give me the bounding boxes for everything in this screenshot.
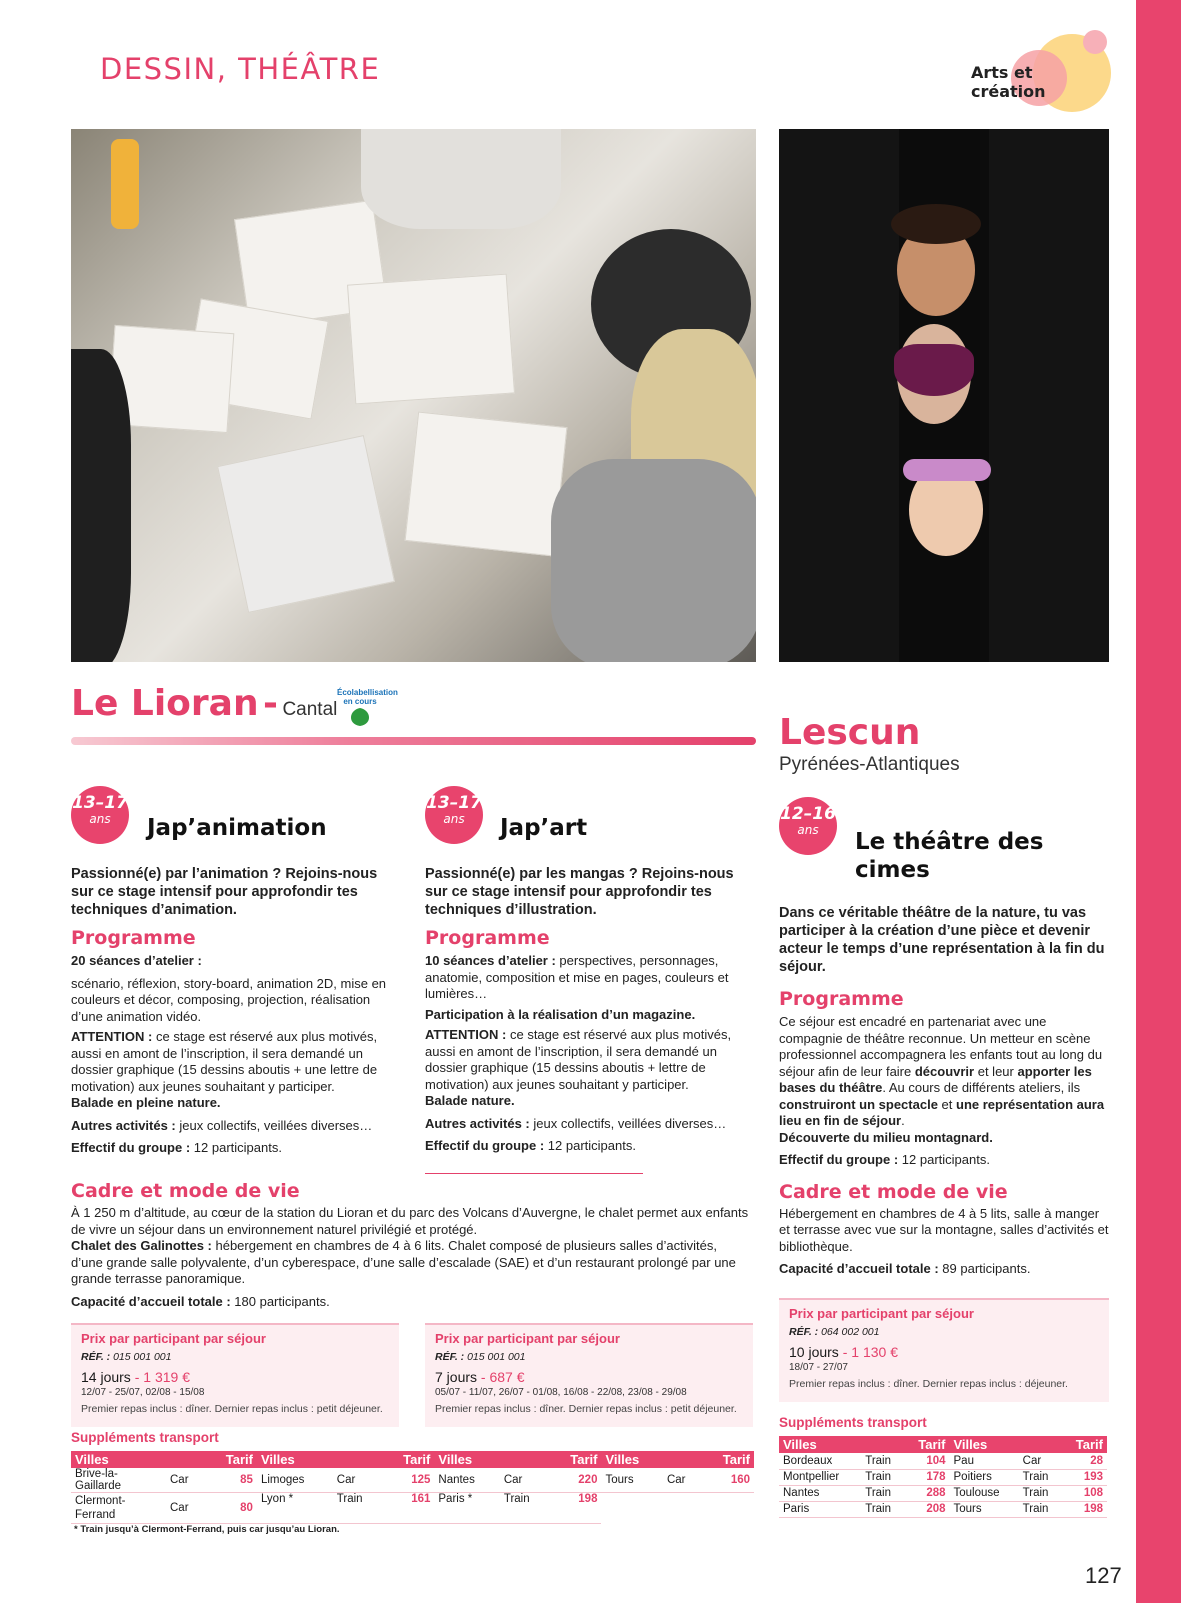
place-heading [71, 683, 337, 724]
col-villes: Villes [779, 1436, 861, 1453]
attention-text: ce stage est réservé aux plus motivés, aussi en amont de l’inscription, il sera demandé un dossier graphique (15 dessins aboutis + une lettre de motivation) aux jeunes souhaitant y participer. [71, 1029, 378, 1094]
sessions-label: 20 séances d’atelier : [71, 953, 202, 968]
programme-heading: Programme [779, 988, 904, 1010]
other-label: Autres activités : [71, 1117, 176, 1133]
sessions-detail: scénario, réflexion, story-board, animation 2D, mise en couleurs et décor, composing, projection, réalisation d’une animation vidéo. [71, 975, 387, 1024]
dates: 12/07 - 25/07, 02/08 - 15/08 [81, 1387, 205, 1398]
age-range: 12–16 [780, 804, 836, 824]
col-tarif: Tarif [904, 1436, 949, 1453]
table-row [71, 1468, 754, 1493]
group-label: Effectif du groupe : [71, 1140, 191, 1155]
city: Nantes [434, 1468, 499, 1493]
theatre-children-photo [779, 129, 1109, 662]
age-unit: ans [443, 812, 465, 826]
stage-intro: Passionné(e) par les mangas ? Rejoins-nous sur ce stage intensif pour approfondir tes techniques d’illustration. [425, 866, 734, 918]
duration: 14 jours [81, 1369, 131, 1385]
price-amount: 1 319 € [143, 1369, 190, 1385]
duration: 10 jours [789, 1344, 839, 1360]
city: Lyon * [257, 1493, 333, 1524]
transport-heading: Suppléments transport [779, 1415, 927, 1430]
tarif: 160 [702, 1468, 754, 1493]
stage-details [779, 904, 1109, 1278]
city: Tours [601, 1468, 662, 1493]
mode: Train [1019, 1485, 1062, 1501]
group-label: Effectif du groupe : [425, 1138, 545, 1153]
table-row [779, 1469, 1107, 1485]
extra-activity: Balade nature. [425, 1093, 515, 1108]
tarif: 161 [383, 1493, 435, 1524]
other-label: Autres activités : [425, 1115, 530, 1131]
mode: Train [1019, 1501, 1062, 1517]
ref-value: 064 002 001 [818, 1326, 880, 1338]
capacity-text: 180 participants. [230, 1293, 330, 1309]
programme-heading: Programme [71, 927, 196, 949]
col-tarif: Tarif [702, 1451, 754, 1468]
attention-label: ATTENTION : [71, 1029, 153, 1044]
stage-title: Jap’animation [147, 815, 327, 841]
age-badge [779, 797, 837, 855]
city: Pau [950, 1453, 1019, 1469]
age-unit: ans [89, 812, 111, 826]
divider [425, 1173, 643, 1174]
region-name: Cantal [282, 699, 338, 720]
chalet-label: Chalet des Galinottes : [71, 1238, 212, 1253]
ref-label: RÉF. : [81, 1351, 111, 1363]
programme-text: . [901, 1113, 905, 1128]
tarif: 104 [904, 1453, 949, 1469]
programme-text: . Au cours de différents ateliers, ils [882, 1080, 1081, 1095]
city: Paris * [434, 1493, 499, 1524]
programme-bold: construiront un spectacle [779, 1096, 938, 1112]
other-text: jeux collectifs, veillées diverses… [175, 1117, 373, 1133]
tarif: 193 [1062, 1469, 1107, 1485]
city: Poitiers [950, 1469, 1019, 1485]
group-text: 12 participants. [544, 1138, 636, 1153]
transport-heading: Suppléments transport [71, 1430, 219, 1445]
city: Montpellier [779, 1469, 861, 1485]
tarif: 28 [1062, 1453, 1107, 1469]
tarif: 108 [1062, 1485, 1107, 1501]
dates: 18/07 - 27/07 [789, 1362, 848, 1373]
stage-title-line1: Le théâtre des [855, 829, 1044, 855]
age-range: 13–17 [426, 793, 482, 813]
programme-text: et [937, 1096, 956, 1112]
group-label: Effectif du groupe : [779, 1152, 899, 1167]
mode: Train [1019, 1469, 1062, 1485]
section-title: DESSIN, THÉÂTRE [100, 52, 381, 86]
meals: Premier repas inclus : dîner. Dernier repas inclus : déjeuner. [789, 1378, 1068, 1390]
table-row [779, 1453, 1107, 1469]
city: Toulouse [950, 1485, 1019, 1501]
price-box [425, 1323, 753, 1427]
duration: 7 jours [435, 1369, 478, 1385]
price-dash: - [477, 1369, 490, 1385]
mode: Car [500, 1468, 550, 1493]
city: Bordeaux [779, 1453, 861, 1469]
dates: 05/07 - 11/07, 26/07 - 01/08, 16/08 - 22/08, 23/08 - 29/08 [435, 1387, 687, 1398]
ecolabel-line2: en cours [343, 697, 377, 706]
programme-heading: Programme [425, 927, 550, 949]
tarif: 178 [904, 1469, 949, 1485]
price-title: Prix par participant par séjour [435, 1331, 620, 1346]
city: Limoges [257, 1468, 333, 1493]
cadre-heading: Cadre et mode de vie [779, 1180, 1008, 1203]
ref-label: RÉF. : [789, 1326, 819, 1338]
city: Clermont-Ferrand [71, 1493, 166, 1524]
price-amount: 1 130 € [851, 1344, 898, 1360]
capacity-label: Capacité d’accueil totale : [71, 1293, 231, 1309]
meals: Premier repas inclus : dîner. Dernier repas inclus : petit déjeuner. [435, 1403, 737, 1415]
magazine-note: Participation à la réalisation d’un magazine. [425, 1006, 696, 1022]
price-box [779, 1298, 1109, 1402]
mode: Train [861, 1453, 904, 1469]
price-dash: - [838, 1344, 852, 1360]
place-separator: - [263, 683, 278, 724]
col-villes: Villes [71, 1451, 166, 1468]
tarif: 198 [550, 1493, 602, 1524]
city: Brive-la-Gaillarde [71, 1468, 166, 1493]
price-amount: 687 € [489, 1369, 525, 1385]
attention-label: ATTENTION : [425, 1027, 507, 1042]
living-conditions [71, 1180, 751, 1310]
mode: Train [500, 1493, 550, 1524]
meals: Premier repas inclus : dîner. Dernier repas inclus : petit déjeuner. [81, 1403, 383, 1415]
tarif: 80 [205, 1493, 257, 1524]
cadre-heading: Cadre et mode de vie [71, 1180, 300, 1202]
right-edge-band [1136, 0, 1181, 1603]
tarif: 288 [904, 1485, 949, 1501]
programme-text: et leur [974, 1063, 1018, 1079]
mode: Train [333, 1493, 383, 1524]
drawing-workshop-photo [71, 129, 756, 662]
mode: Car [663, 1468, 702, 1493]
col-tarif: Tarif [205, 1451, 257, 1468]
transport-table-right [779, 1436, 1107, 1518]
city: Paris [779, 1501, 861, 1517]
place-name: Lescun [779, 712, 921, 753]
col-tarif: Tarif [1062, 1436, 1107, 1453]
mode: Car [333, 1468, 383, 1493]
col-villes: Villes [257, 1451, 333, 1468]
chalet-text: hébergement en chambres de 4 à 6 lits. Chalet composé de plusieurs salles d’activités, d’une grande salle polyvalente, d’un cyberespace, d’une salle d’escalade (SAE) et d’un restaurant prolongé par une grande terrasse panoramique. [71, 1238, 736, 1286]
price-box [71, 1323, 399, 1427]
attention-text: ce stage est réservé aux plus motivés, aussi en amont de l’inscription, il sera demandé un dossier graphique (15 dessins aboutis + lettre de motivation) aux jeunes souhaitant y participer. [425, 1027, 732, 1092]
title-underline [71, 737, 756, 745]
table-row [779, 1485, 1107, 1501]
city: Tours [950, 1501, 1019, 1517]
sessions-label: 10 séances d’atelier : [425, 953, 556, 968]
ref-value: 015 001 001 [464, 1351, 526, 1363]
price-dash: - [130, 1369, 144, 1385]
group-text: 12 participants. [190, 1140, 282, 1155]
age-range: 13–17 [72, 793, 128, 813]
col-tarif: Tarif [383, 1451, 435, 1468]
transport-table-left [71, 1451, 754, 1524]
ref-label: RÉF. : [435, 1351, 465, 1363]
other-text: jeux collectifs, veillées diverses… [529, 1115, 727, 1131]
tarif: 208 [904, 1501, 949, 1517]
page-number: 127 [1085, 1563, 1122, 1588]
age-badge [425, 786, 483, 844]
programme-bold: une représentation aura lieu en fin de séjour [779, 1096, 1105, 1128]
stage-title [855, 828, 1043, 884]
mode: Car [1019, 1453, 1062, 1469]
group-text: 12 participants. [898, 1152, 990, 1167]
stage-intro: Passionné(e) par l’animation ? Rejoins-nous sur ce stage intensif pour approfondir tes techniques d’animation. [71, 866, 378, 918]
mode: Car [166, 1493, 205, 1524]
cadre-text: À 1 250 m d’altitude, au cœur de la station du Lioran et du parc des Volcans d’Auvergne, le chalet permet aux enfants de vivre un séjour dans un environnement naturel privilégié et protégé. [71, 1205, 749, 1237]
tarif: 85 [205, 1468, 257, 1493]
col-tarif: Tarif [550, 1451, 602, 1468]
category-badge [971, 30, 1111, 110]
extra-activity: Balade en pleine nature. [71, 1095, 221, 1110]
leaf-icon [337, 706, 383, 728]
stage-details [71, 865, 401, 1157]
mode: Train [861, 1501, 904, 1517]
discover-note: Découverte du milieu montagnard. [779, 1129, 993, 1145]
region-name: Pyrénées-Atlantiques [779, 754, 960, 775]
col-villes: Villes [434, 1451, 499, 1468]
cadre-text: Hébergement en chambres de 4 à 5 lits, salle à manger et terrasse avec vue sur la montagne, salles d’activités et bibliothèque. [779, 1205, 1109, 1254]
category-label: Arts et création [971, 63, 1046, 101]
programme-text: Ce séjour est encadré en partenariat avec une compagnie de théâtre reconnue. Un metteur en scène professionnel accompagnera les enfants tout au long du séjour afin de leur faire [779, 1014, 1103, 1079]
programme-bold: apporter les bases du théâtre [779, 1063, 1092, 1095]
age-unit: ans [797, 823, 819, 837]
col-villes: Villes [950, 1436, 1019, 1453]
stage-intro: Dans ce véritable théâtre de la nature, tu vas participer à la création d’une pièce et devenir acteur le temps d’une représentation à la fin du séjour. [779, 905, 1105, 975]
sessions-detail: perspectives, personnages, anatomie, composition et mise en pages, couleurs et lumières… [425, 953, 729, 1001]
tarif: 125 [383, 1468, 435, 1493]
mode: Train [861, 1469, 904, 1485]
stage-title-line2: cimes [855, 857, 930, 883]
price-title: Prix par participant par séjour [789, 1306, 974, 1321]
price-title: Prix par participant par séjour [81, 1331, 266, 1346]
table-row [71, 1493, 754, 1524]
age-badge [71, 786, 129, 844]
footnote: * Train jusqu’à Clermont-Ferrand, puis car jusqu’au Lioran. [74, 1524, 340, 1535]
col-villes: Villes [601, 1451, 662, 1468]
tarif: 220 [550, 1468, 602, 1493]
ref-value: 015 001 001 [110, 1351, 172, 1363]
place-name: Le Lioran [71, 683, 259, 724]
mode: Car [166, 1468, 205, 1493]
city: Nantes [779, 1485, 861, 1501]
stage-details [425, 865, 745, 1155]
programme-bold: découvrir [914, 1063, 975, 1079]
ecolabel-line1: Écolabellisation [337, 688, 398, 697]
capacity-label: Capacité d’accueil totale : [779, 1261, 939, 1276]
table-row [779, 1501, 1107, 1517]
stage-title: Jap’art [500, 815, 588, 841]
tarif: 198 [1062, 1501, 1107, 1517]
capacity-text: 89 participants. [938, 1261, 1031, 1276]
ecolabel-logo [337, 688, 398, 730]
mode: Train [861, 1485, 904, 1501]
